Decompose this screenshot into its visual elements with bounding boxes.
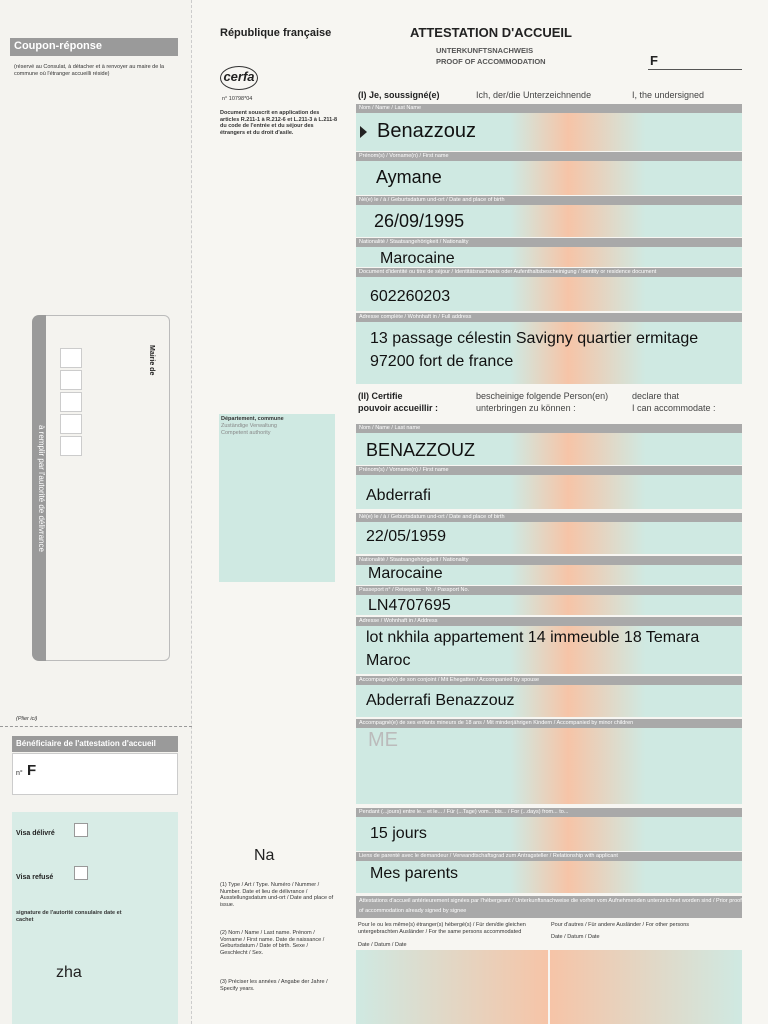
republique-label: République française: [220, 27, 332, 39]
ne-value: 26/09/1995: [374, 211, 465, 231]
label-pendant: Pendant (...jours) entre le... et le... / Für (...Tage) vom... bis... / For (...days) from... to...: [356, 808, 742, 817]
adr-2-value-2: Maroc: [366, 652, 411, 669]
label-prenom: Prénom(s) / Vorname(n) / First name: [356, 152, 742, 161]
enfants-value: ME: [368, 729, 398, 751]
pendant-value: 15 jours: [370, 825, 427, 842]
ne-2-value: 22/05/1959: [366, 528, 447, 545]
visa-refuse-label: Visa refusé: [16, 874, 54, 881]
section-1-fr: (I) Je, soussigné(e): [358, 90, 440, 100]
attestations-other-label: Pour d'autres / Für andere Ausländer / For other persons: [551, 922, 690, 928]
dept-label: Département, commune: [221, 416, 284, 422]
signature-label: signature de l'autorité consulaire date et cachet: [16, 910, 122, 923]
note-3: (3) Préciser les années / Angabe der Jahre / Specify years.: [220, 979, 328, 992]
section-2-en-1: declare that: [632, 391, 680, 401]
nom-2-value: BENAZZOUZ: [366, 440, 476, 460]
adr-value-1: 13 passage célestin Savigny quartier ermitage: [370, 330, 699, 347]
form-subtitle-en: PROOF OF ACCOMMODATION: [436, 57, 546, 66]
adr-2-value-1: lot nkhila appartement 14 immeuble 18 Temara: [366, 629, 700, 646]
beneficiaire-title: Bénéficiaire de l'attestation d'accueil: [12, 736, 178, 752]
authority-vertical-text: à remplir par l'autorité de délivrance: [37, 424, 46, 552]
label-conjoint: Accompagné(e) de son conjoint / Mit Ehegatten / Accompanied by spouse: [356, 676, 742, 685]
section-2-de-2: unterbringen zu können :: [476, 403, 576, 413]
label-ne-2: Né(e) le / à / Geburtsdatum und-ort / Date and place of birth: [356, 513, 742, 522]
beneficiaire-no-value: F: [27, 762, 37, 779]
note-1: (1) Type / Art / Type. Numéro / Nummer / Number. Date et lieu de délivrance / Ausstellungsdatum und-ort / Date and place of issue.: [220, 882, 334, 908]
section-1-de: Ich, der/die Unterzeichnende: [476, 90, 592, 100]
code-line: [648, 69, 742, 70]
label-nat: Nationalité / Staatsangehörigkeit / Nationality: [356, 238, 742, 247]
section-2-de-1: bescheinige folgende Person(en): [476, 391, 609, 401]
label-nat-2: Nationalité / Staatsangehörigkeit / Nationality: [356, 556, 742, 565]
label-doc: Document d'identité ou titre de séjour / Identitätsnachweis oder Aufenthaltsbescheinigung / Identity or residence document: [356, 268, 742, 277]
conjoint-value: Abderrafi Benazzouz: [366, 692, 515, 709]
section-2-fr-2: pouvoir accueillir :: [358, 403, 439, 413]
handwritten-note: zha: [56, 964, 82, 981]
label-pass: Passeport n° / Reisepass - Nr. / Passport No.: [356, 586, 742, 595]
postal-code-boxes[interactable]: [60, 348, 82, 466]
cerfa-number: n° 10798*04: [222, 96, 253, 102]
attestations-same-field[interactable]: [356, 950, 548, 1024]
section-2-fr-1: (II) Certifie: [358, 391, 403, 401]
enfants-field[interactable]: [356, 728, 742, 804]
attestations-other-field[interactable]: [550, 950, 742, 1024]
nat-value: Marocaine: [380, 250, 455, 267]
prenom-2-value: Abderrafi: [366, 487, 431, 504]
coupon-note: (réservé au Consulat, à détacher et à renvoyer au maire de la commune où l'étranger accueilli réside): [14, 64, 165, 77]
nom-value: Benazzouz: [377, 120, 476, 142]
adr-value-2: 97200 fort de france: [370, 353, 514, 370]
nat-2-value: Marocaine: [368, 565, 443, 582]
visa-delivre-label: Visa délivré: [16, 830, 55, 837]
label-adr-2: Adresse / Wohnhaft in / Address: [356, 617, 742, 626]
label-nom-2: Nom / Name / Last name: [356, 424, 742, 433]
label-enfants: Accompagné(e) de ses enfants mineurs de 18 ans / Mit minderjährigen Kindern / Accompanied by minor children: [356, 719, 742, 728]
doc-legal-text: Document souscrit en application des articles R.211-1 à R.212-6 et L.211-3 à L.211-8 du code de l'entrée et du séjour des étrangers et du droit d'asile.: [220, 110, 338, 136]
label-adr: Adresse complète / Wohnhaft in / Full address: [356, 313, 742, 322]
prenom-value: Aymane: [376, 167, 442, 187]
cerfa-logo: cerfa: [220, 66, 258, 90]
attestations-same-label: Pour le ou les même(s) étranger(s) hébergé(s) / Für den/die gleichen untergebrachten Ausländer / For the same persons accommodated: [358, 922, 526, 935]
visa-refuse-checkbox[interactable]: [74, 866, 88, 880]
label-liens: Liens de parenté avec le demandeur / Verwandtschaftsgrad zum Antragsteller / Relationship with applicant: [356, 852, 742, 861]
dept-label-en: Competent authority: [221, 430, 271, 436]
pointer-icon: [360, 126, 367, 138]
visa-delivre-checkbox[interactable]: [74, 823, 88, 837]
fold-line: [0, 726, 192, 727]
attestations-same-date: Date / Datum / Date: [358, 942, 407, 948]
doc-value: 602260203: [370, 288, 451, 305]
pass-value: LN4707695: [368, 597, 451, 614]
dept-box[interactable]: [219, 414, 335, 582]
form-code: F: [650, 53, 658, 68]
label-prenom-2: Prénom(s) / Vorname(n) / First name: [356, 466, 742, 475]
section-2-en-2: I can accommodate :: [632, 403, 716, 413]
na-text: Na: [254, 847, 275, 864]
coupon-title: Coupon-réponse: [10, 38, 178, 56]
label-attestations: Attestations d'accueil antérieurement signées par l'hébergeant / Unterkunftsnachweise die vorher vom Aufnehmenden unterzeichnet worden sind / Prior proof of accommodation already signed by signee: [356, 896, 742, 918]
liens-value: Mes parents: [370, 865, 459, 882]
section-1-en: I, the undersigned: [632, 90, 705, 100]
attestations-other-date: Date / Datum / Date: [551, 934, 600, 940]
label-nom: Nom / Name / Last Name: [356, 104, 742, 113]
beneficiaire-no-label: n°: [16, 770, 23, 777]
note-2: (2) Nom / Name / Last name. Prénom / Vorname / First name. Date de naissance / Geburtsdatum / Date of birth. Sexe / Geschlecht / Sex.: [220, 930, 325, 956]
beneficiaire-box[interactable]: [12, 753, 178, 795]
dept-label-de: Zuständige Verwaltung: [221, 423, 277, 429]
mairie-label: Mairie de: [148, 345, 155, 376]
label-ne: Né(e) le / à / Geburtsdatum und-ort / Date and place of birth: [356, 196, 742, 205]
form-subtitle-de: UNTERKUNFTSNACHWEIS: [436, 46, 534, 55]
fold-label: (Plier ici): [16, 716, 38, 722]
form-title: ATTESTATION D'ACCUEIL: [410, 25, 572, 40]
